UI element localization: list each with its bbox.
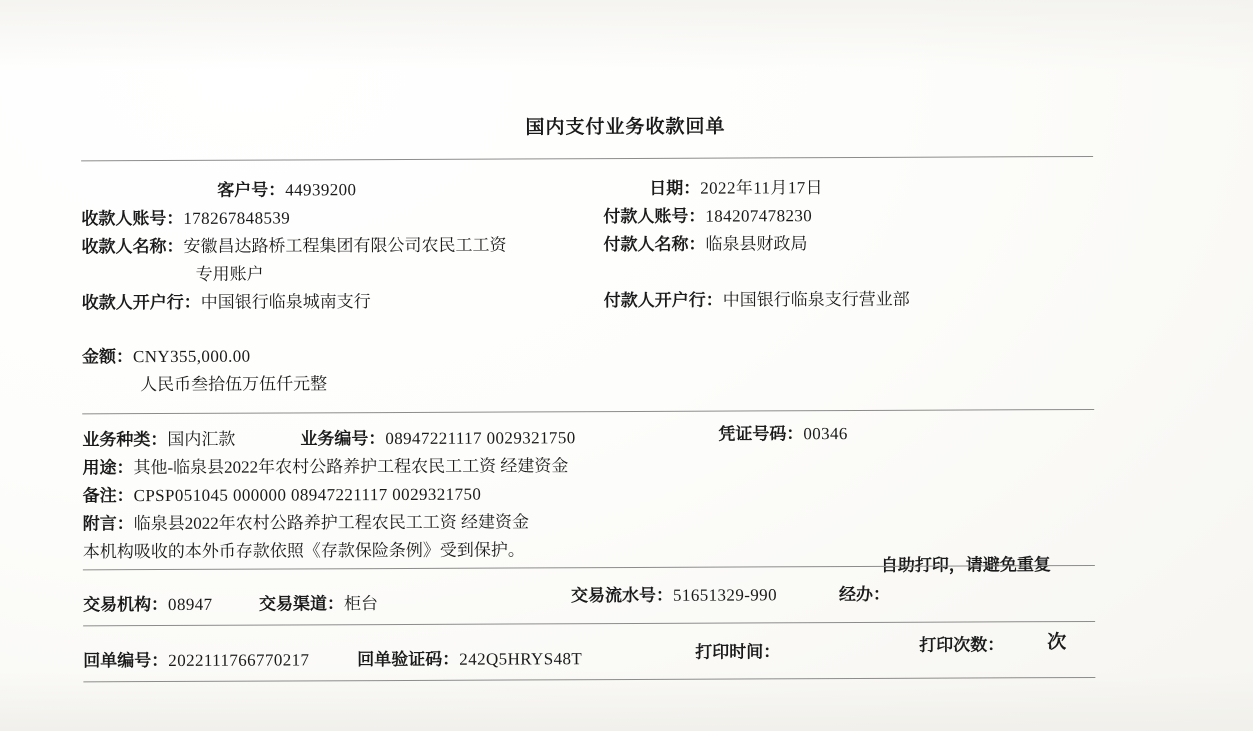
payee-bank-row (82, 289, 371, 316)
transaction-org-row (83, 592, 213, 619)
divider-bottom (83, 677, 1095, 682)
payer-name-label: 付款人名称： (603, 235, 705, 254)
payer-account-label: 付款人账号： (603, 207, 705, 226)
customer-no-row (217, 177, 356, 204)
purpose-row (82, 453, 568, 481)
amount-value: CNY355,000.00 (133, 347, 251, 367)
amount-chinese-row (140, 371, 327, 398)
channel-row (259, 591, 378, 618)
voucher-no-row (718, 421, 848, 448)
operator-row (839, 582, 890, 608)
date-row (649, 175, 823, 202)
receipt-no-row (83, 647, 309, 674)
remark-value: CPSP051045 000000 08947221117 0029321750 (134, 485, 482, 506)
remark-label: 备注： (83, 486, 134, 505)
amount-row (82, 344, 251, 371)
payee-bank-label: 收款人开户行： (82, 293, 201, 313)
receipt-no-value: 2022111766770217 (168, 650, 309, 670)
payee-name-row (81, 233, 506, 261)
verify-code-label: 回单验证码： (357, 650, 459, 669)
verify-code-value: 242Q5HRYS48T (459, 649, 582, 669)
postscript-value: 临泉县2022年农村公路养护工程农民工工资 经建资金 (134, 512, 529, 533)
date-value: 2022年11月17日 (700, 178, 823, 198)
payee-name-row-continued (196, 262, 264, 288)
divider-footer (83, 621, 1095, 626)
print-time-label: 打印时间： (695, 642, 780, 661)
payer-bank-label: 付款人开户行： (604, 291, 723, 311)
payee-account-row (81, 205, 290, 232)
print-count-label: 打印次数： (919, 635, 1004, 654)
payee-account-label: 收款人账号： (81, 209, 183, 228)
serial-no-label: 交易流水号： (571, 586, 673, 605)
purpose-label: 用途： (82, 458, 133, 477)
payee-name-label: 收款人名称： (81, 237, 183, 256)
payer-account-row (603, 203, 812, 230)
business-type-value: 国内汇款 (167, 430, 235, 449)
postscript-label: 附言： (83, 514, 134, 533)
receipt-no-label: 回单编号： (83, 651, 168, 670)
payer-bank-value: 中国银行临泉支行营业部 (723, 290, 910, 310)
channel-value: 柜台 (344, 594, 378, 613)
serial-no-row (571, 582, 777, 609)
self-print-notice: 自助打印，请避免重复 (881, 552, 1051, 579)
verify-code-row (357, 646, 582, 673)
voucher-no-label: 凭证号码： (718, 424, 803, 443)
business-no-value: 08947221117 0029321750 (385, 428, 575, 448)
page-title: 国内支付业务收款回单 (0, 109, 1252, 141)
customer-no-value: 44939200 (285, 180, 356, 199)
date-label: 日期： (649, 179, 700, 198)
payer-name-row (603, 231, 807, 258)
business-type-label: 业务种类： (82, 430, 167, 449)
remark-row (83, 482, 482, 510)
postscript-row (83, 509, 529, 537)
voucher-no-value: 00346 (803, 424, 848, 443)
purpose-value: 其他-临泉县2022年农村公路养护工程农民工工资 经建资金 (133, 456, 568, 477)
print-count-row (919, 632, 1004, 658)
payee-account-value: 178267848539 (183, 208, 290, 227)
serial-no-value: 51651329-990 (673, 585, 777, 604)
print-count-unit: 次 (1047, 630, 1066, 656)
business-type-row (82, 427, 235, 454)
print-time-row (695, 639, 780, 665)
business-no-label: 业务编号： (300, 429, 385, 448)
transaction-org-label: 交易机构： (83, 595, 168, 614)
payee-name-value-2: 专用账户 (196, 265, 264, 284)
transaction-org-value: 08947 (168, 595, 213, 614)
payee-name-value: 安徽昌达路桥工程集团有限公司农民工工资 (183, 236, 506, 256)
payee-bank-value: 中国银行临泉城南支行 (201, 292, 371, 312)
deposit-insurance-notice: 本机构吸收的本外币存款依照《存款保险条例》受到保护。 (83, 537, 525, 565)
amount-chinese-value: 人民币叁拾伍万伍仟元整 (140, 374, 327, 394)
customer-no-label: 客户号： (217, 180, 285, 199)
divider-amount (82, 409, 1094, 414)
payer-account-value: 184207478230 (705, 206, 812, 225)
payer-bank-row (604, 287, 910, 314)
channel-label: 交易渠道： (259, 594, 344, 613)
amount-label: 金额： (82, 347, 133, 366)
business-no-row (300, 425, 575, 452)
payer-name-value: 临泉县财政局 (705, 234, 807, 253)
operator-label: 经办： (839, 585, 890, 604)
divider-top (81, 156, 1093, 161)
